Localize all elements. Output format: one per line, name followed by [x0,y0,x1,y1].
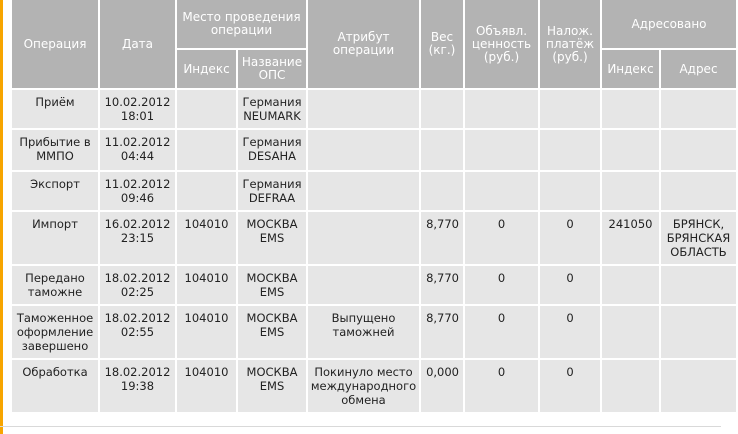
cell-place-name: МОСКВА EMS [238,266,306,304]
tracking-table [10,0,738,414]
cell-place-name: МОСКВА EMS [238,360,306,412]
cell-place-name: Германия DESAHA [238,130,306,170]
cell-declared-value: 0 [465,360,538,412]
horizontal-scroll-edge [0,426,721,427]
header-place-index: Индекс [177,50,236,88]
cell-cod [540,172,600,210]
cell-cod [540,130,600,170]
cell-date: 18.02.2012 02:25 [100,266,175,304]
cell-attribute [308,90,419,128]
cell-cod: 0 [540,212,600,264]
cell-attribute: Выпущено таможней [308,306,419,358]
header-addr-index: Индекс [602,50,659,88]
table-row [12,172,736,210]
cell-place-index [177,130,236,170]
header-addr-address: Адрес [661,50,736,88]
cell-addr-address [661,130,736,170]
cell-weight: 8,770 [421,266,463,304]
cell-operation: Передано таможне [12,266,98,304]
cell-addr-address [661,360,736,412]
cell-cod: 0 [540,266,600,304]
cell-date: 18.02.2012 02:55 [100,306,175,358]
cell-declared-value [465,172,538,210]
cell-declared-value: 0 [465,212,538,264]
table-row [12,306,736,358]
table-row [12,266,736,304]
header-weight: Вес (кг.) [421,0,463,88]
cell-cod [540,90,600,128]
page-accent-bar [0,0,3,434]
cell-addr-address [661,266,736,304]
cell-operation: Прибытие в ММПО [12,130,98,170]
header-addressed: Адресовано [602,0,736,48]
header-operation: Операция [12,0,98,88]
cell-operation: Таможенное оформление завершено [12,306,98,358]
cell-date: 11.02.2012 09:46 [100,172,175,210]
cell-weight: 0,000 [421,360,463,412]
header-date: Дата [100,0,175,88]
cell-addr-address [661,90,736,128]
cell-declared-value [465,130,538,170]
header-attribute: Атрибут операции [308,0,419,88]
cell-cod: 0 [540,360,600,412]
cell-attribute [308,266,419,304]
cell-weight: 8,770 [421,306,463,358]
cell-date: 18.02.2012 19:38 [100,360,175,412]
cell-cod: 0 [540,306,600,358]
cell-date: 16.02.2012 23:15 [100,212,175,264]
cell-addr-address [661,306,736,358]
cell-attribute [308,212,419,264]
cell-date: 10.02.2012 18:01 [100,90,175,128]
header-declared-value: Объявл. ценность (руб.) [465,0,538,88]
cell-place-name: Германия DEFRAA [238,172,306,210]
cell-addr-index [602,360,659,412]
cell-operation: Приём [12,90,98,128]
table-row [12,360,736,412]
cell-place-index: 104010 [177,306,236,358]
cell-place-index: 104010 [177,212,236,264]
cell-place-index [177,90,236,128]
cell-date: 11.02.2012 04:44 [100,130,175,170]
cell-addr-index [602,306,659,358]
cell-addr-address: БРЯНСК, БРЯНСКАЯ ОБЛАСТЬ [661,212,736,264]
cell-attribute [308,130,419,170]
header-cod: Налож. платёж (руб.) [540,0,600,88]
cell-place-name: МОСКВА EMS [238,212,306,264]
cell-attribute: Покинуло место международного обмена [308,360,419,412]
cell-place-name: Германия NEUMARK [238,90,306,128]
cell-operation: Обработка [12,360,98,412]
cell-addr-index [602,130,659,170]
cell-place-index: 104010 [177,266,236,304]
cell-declared-value: 0 [465,266,538,304]
cell-addr-index [602,90,659,128]
cell-place-name: МОСКВА EMS [238,306,306,358]
table-row [12,90,736,128]
cell-weight [421,130,463,170]
cell-attribute [308,172,419,210]
header-place: Место проведения операции [177,0,306,48]
table-row [12,212,736,264]
cell-weight: 8,770 [421,212,463,264]
cell-addr-index [602,172,659,210]
cell-operation: Экспорт [12,172,98,210]
cell-place-index [177,172,236,210]
cell-weight [421,172,463,210]
cell-weight [421,90,463,128]
cell-place-index: 104010 [177,360,236,412]
cell-addr-index: 241050 [602,212,659,264]
cell-addr-address [661,172,736,210]
cell-declared-value [465,90,538,128]
cell-declared-value: 0 [465,306,538,358]
cell-operation: Импорт [12,212,98,264]
header-place-name: Название ОПС [238,50,306,88]
cell-addr-index [602,266,659,304]
table-row [12,130,736,170]
